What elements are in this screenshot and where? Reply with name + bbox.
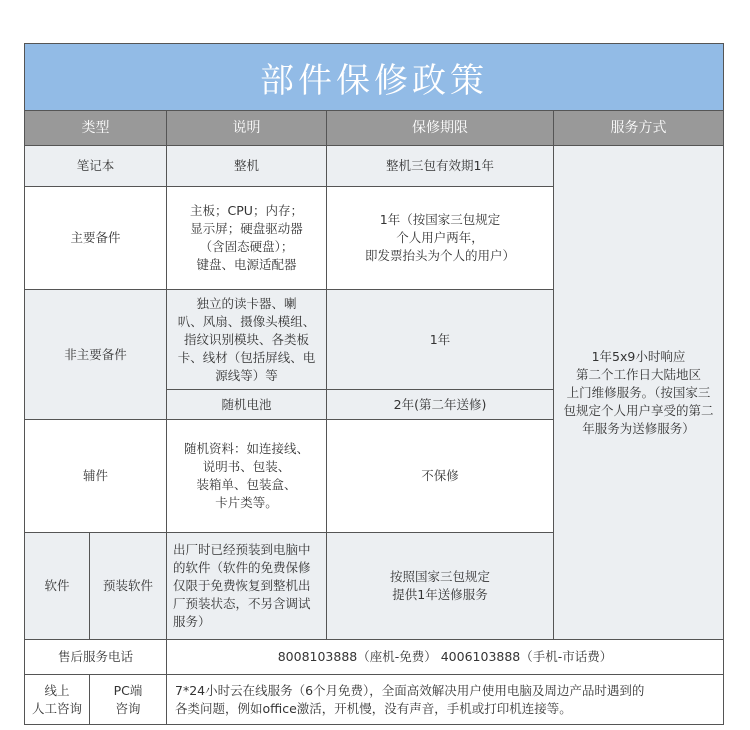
main-parts-period: 1年（按国家三包规定 个人用户两年， 即发票抬头为个人的用户）	[327, 187, 554, 290]
accessories-desc: 随机资料：如连接线、 说明书、包装、 装箱单、包装盒、 卡片类等。	[167, 420, 327, 533]
software-desc: 出厂时已经预装到电脑中 的软件（软件的免费保修 仅限于免费恢复到整机出 厂预装状态，不另含调试 服务）	[167, 533, 327, 640]
main-parts-desc: 主板；CPU；内存； 显示屏；硬盘驱动器 （含固态硬盘）； 键盘、电源适配器	[167, 187, 327, 290]
online-label: 线上 人工咨询	[24, 675, 90, 725]
software-subtype: 预装软件	[90, 533, 167, 640]
page-title: 部件保修政策	[24, 43, 724, 111]
hotline-value: 8008103888（座机-免费） 4006103888（手机-市话费）	[167, 640, 724, 675]
header-service: 服务方式	[554, 111, 724, 146]
hotline-label: 售后服务电话	[24, 640, 167, 675]
online-value: 7*24小时云在线服务（6个月免费），全面高效解决用户使用电脑及周边产品时遇到的 各类问题，例如office激活，开机慢，没有声音，手机或打印机连接等。	[167, 675, 724, 725]
accessories-type: 辅件	[24, 420, 167, 533]
accessories-period: 不保修	[327, 420, 554, 533]
software-type: 软件	[24, 533, 90, 640]
minor-parts-period: 1年	[327, 290, 554, 390]
header-type: 类型	[24, 111, 167, 146]
battery-period: 2年(第二年送修)	[327, 390, 554, 420]
battery-desc: 随机电池	[167, 390, 327, 420]
notebook-type: 笔记本	[24, 146, 167, 187]
minor-parts-type: 非主要备件	[24, 290, 167, 420]
minor-parts-desc: 独立的读卡器、喇 叭、风扇、摄像头模组、 指纹识别模块、各类板 卡、线材（包括屏线、电 源线等）等	[167, 290, 327, 390]
service-method: 1年5x9小时响应 第二个工作日大陆地区 上门维修服务。（按国家三 包规定个人用户享受的第二 年服务为送修服务）	[554, 146, 724, 640]
notebook-period: 整机三包有效期1年	[327, 146, 554, 187]
software-period: 按照国家三包规定 提供1年送修服务	[327, 533, 554, 640]
header-period: 保修期限	[327, 111, 554, 146]
notebook-desc: 整机	[167, 146, 327, 187]
main-parts-type: 主要备件	[24, 187, 167, 290]
header-desc: 说明	[167, 111, 327, 146]
online-sublabel: PC端 咨询	[90, 675, 167, 725]
